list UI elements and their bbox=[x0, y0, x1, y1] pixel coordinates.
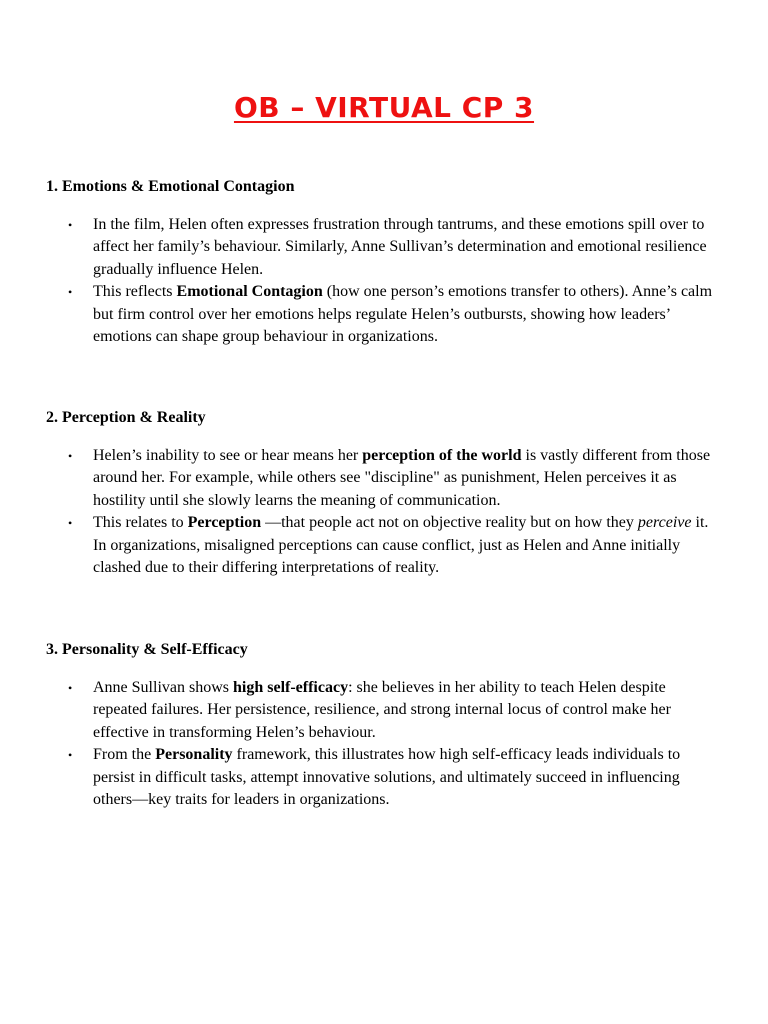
emphasis-term: perceive bbox=[637, 514, 692, 532]
section-heading: 3. Personality & Self-Efficacy bbox=[46, 641, 248, 658]
key-term: high self-efficacy bbox=[233, 679, 349, 696]
bullet-dot-icon: • bbox=[68, 449, 73, 463]
bullet-item bbox=[46, 744, 718, 811]
section-emotions bbox=[46, 176, 718, 348]
key-term: Perception bbox=[187, 514, 262, 532]
bullet-dot-icon: • bbox=[68, 748, 73, 763]
bullet-dot-icon: • bbox=[68, 218, 73, 232]
bullet-item bbox=[46, 445, 718, 512]
section-perception bbox=[46, 407, 718, 579]
bullet-item bbox=[46, 281, 718, 348]
bullet-item bbox=[46, 214, 718, 281]
bullet-text: From the bbox=[93, 746, 156, 764]
bullet-text: framework, this illustrates how high self-efficacy leads individuals to persist in difficult tasks, attempt innovative solutions, and ultimately succeed in influencing others—key traits for leaders in organizations. bbox=[93, 746, 681, 809]
section-heading: 1. Emotions & Emotional Contagion bbox=[46, 178, 295, 195]
bullet-item bbox=[46, 677, 718, 744]
document-title bbox=[0, 88, 768, 128]
key-term: Emotional Contagion bbox=[176, 283, 323, 301]
bullet-text: This relates to bbox=[93, 514, 188, 532]
bullet-text: (how one person’s emotions transfer to others). Anne’s calm but firm control over her emotions helps regulate Helen’s outbursts, showing how leaders’ emotions can shape group behaviour in organizations. bbox=[93, 283, 713, 346]
bullet-item bbox=[46, 512, 718, 579]
bullet-text: —that people act not on objective reality but on how they bbox=[261, 514, 638, 532]
bullet-text: is vastly different from those around her. For example, while others see "discipline" as punishment, Helen perceives it as hostility until she slowly learns the meaning of communication. bbox=[93, 447, 711, 509]
key-term: Personality bbox=[155, 746, 233, 764]
document-title-text: OB – VIRTUAL CP 3 bbox=[233, 91, 535, 124]
bullet-text: : she believes in her ability to teach Helen despite repeated failures. Her persistence, resilience, and strong internal locus of control make her effective in transforming Helen’s behaviour. bbox=[93, 679, 671, 741]
bullet-text: Anne Sullivan shows bbox=[93, 679, 233, 696]
bullet-text: Helen’s inability to see or hear means her bbox=[93, 447, 363, 464]
section-personality bbox=[46, 639, 718, 811]
bullet-dot-icon: • bbox=[68, 516, 73, 531]
bullet-text: In the film, Helen often expresses frustration through tantrums, and these emotions spill over to affect her family’s behaviour. Similarly, Anne Sullivan’s determination and emotional resilience gradually influence Helen. bbox=[93, 216, 707, 278]
key-term: perception of the world bbox=[362, 447, 522, 464]
bullet-text: This reflects bbox=[93, 283, 177, 301]
bullet-list bbox=[46, 214, 718, 348]
bullet-list bbox=[46, 445, 718, 579]
section-heading: 2. Perception & Reality bbox=[46, 409, 206, 426]
bullet-text: it. In organizations, misaligned perceptions can cause conflict, just as Helen and Anne initially clashed due to their differing interpretations of reality. bbox=[93, 514, 709, 577]
bullet-dot-icon: • bbox=[68, 285, 73, 300]
bullet-dot-icon: • bbox=[68, 681, 73, 695]
bullet-list bbox=[46, 677, 718, 811]
